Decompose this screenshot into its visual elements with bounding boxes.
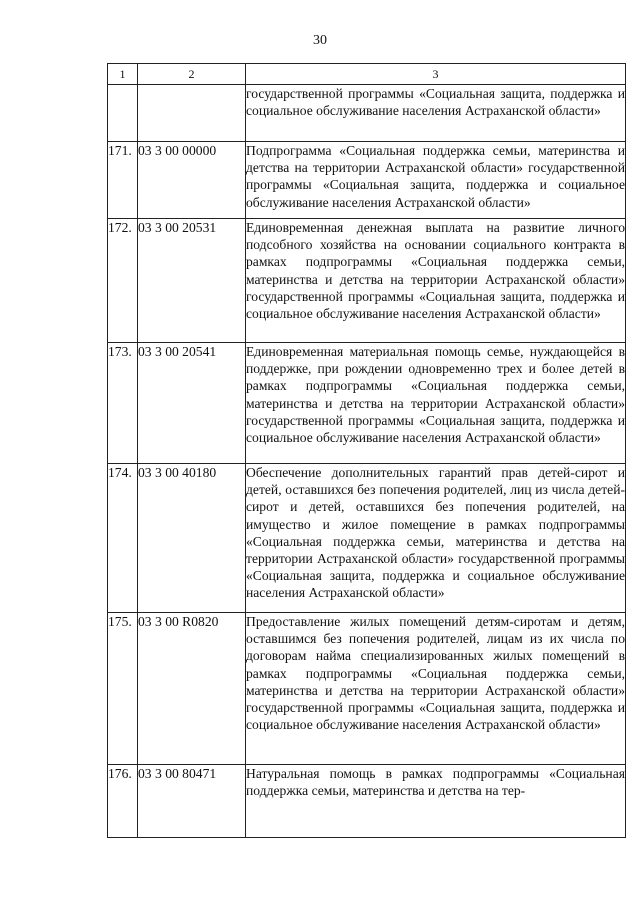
table-row <box>108 343 626 464</box>
budget-classification-table <box>107 63 626 838</box>
row-number: 176. <box>108 765 138 838</box>
row-number: 171. <box>108 142 138 219</box>
row-code: 03 3 00 20531 <box>138 219 246 343</box>
row-number: 172. <box>108 219 138 343</box>
table-header-row <box>108 64 626 85</box>
column-header-name: 3 <box>246 64 626 85</box>
table-row <box>108 219 626 343</box>
row-code <box>138 85 246 142</box>
table-row-continuation <box>108 85 626 142</box>
row-text: Натуральная помощь в рамках подпрограммы «Социальная поддержка семьи, материнства и детства на тер- <box>246 765 626 838</box>
row-text: Обеспечение дополнительных гарантий прав детей-сирот и детей, оставшихся без попечения родителей, лиц из числа детей-сирот и детей, оставшихся без попечения родителей, на имущество и жилое помещение в рамках подпрограммы «Социальная поддержка семьи, материнства и детства на территории Астраханской области» государственной программы «Социальная защита, поддержка и социальное обслуживание населения Астраханской области» <box>246 464 626 613</box>
page-number: 30 <box>313 33 327 48</box>
row-code: 03 3 00 R0820 <box>138 613 246 765</box>
column-header-code: 2 <box>138 64 246 85</box>
table-row <box>108 464 626 613</box>
row-number <box>108 85 138 142</box>
row-code: 03 3 00 40180 <box>138 464 246 613</box>
row-code: 03 3 00 00000 <box>138 142 246 219</box>
table-row <box>108 765 626 838</box>
row-number: 174. <box>108 464 138 613</box>
row-text: Единовременная материальная помощь семье, нуждающейся в поддержке, при рождении одновременно трех и более детей в рамках подпрограммы «Социальная поддержка семьи, материнства и детства на территории Астраханской области» государственной программы «Социальная защита, поддержка и социальное обслуживание населения Астраханской области» <box>246 343 626 464</box>
column-header-number: 1 <box>108 64 138 85</box>
row-number: 175. <box>108 613 138 765</box>
table-row <box>108 142 626 219</box>
row-number: 173. <box>108 343 138 464</box>
row-text: Единовременная денежная выплата на развитие личного подсобного хозяйства на основании социального контракта в рамках подпрограммы «Социальная поддержка семьи, материнства и детства на территории Астраханской области» государственной программы «Социальная защита, поддержка и социальное обслуживание населения Астраханской области» <box>246 219 626 343</box>
row-text: государственной программы «Социальная защита, поддержка и социальное обслуживание населения Астраханской области» <box>246 85 626 142</box>
row-code: 03 3 00 80471 <box>138 765 246 838</box>
row-text: Подпрограмма «Социальная поддержка семьи, материнства и детства на территории Астраханской области» государственной программы «Социальная защита, поддержка и социальное обслуживание населения Астраханской области» <box>246 142 626 219</box>
row-text: Предоставление жилых помещений детям-сиротам и детям, оставшимся без попечения родителей, лицам из их числа по договорам найма специализированных жилых помещений в рамках подпрограммы «Социальная поддержка семьи, материнства и детства на территории Астраханской области» государственной программы «Социальная защита, поддержка и социальное обслуживание населения Астраханской области» <box>246 613 626 765</box>
row-code: 03 3 00 20541 <box>138 343 246 464</box>
table-row <box>108 613 626 765</box>
